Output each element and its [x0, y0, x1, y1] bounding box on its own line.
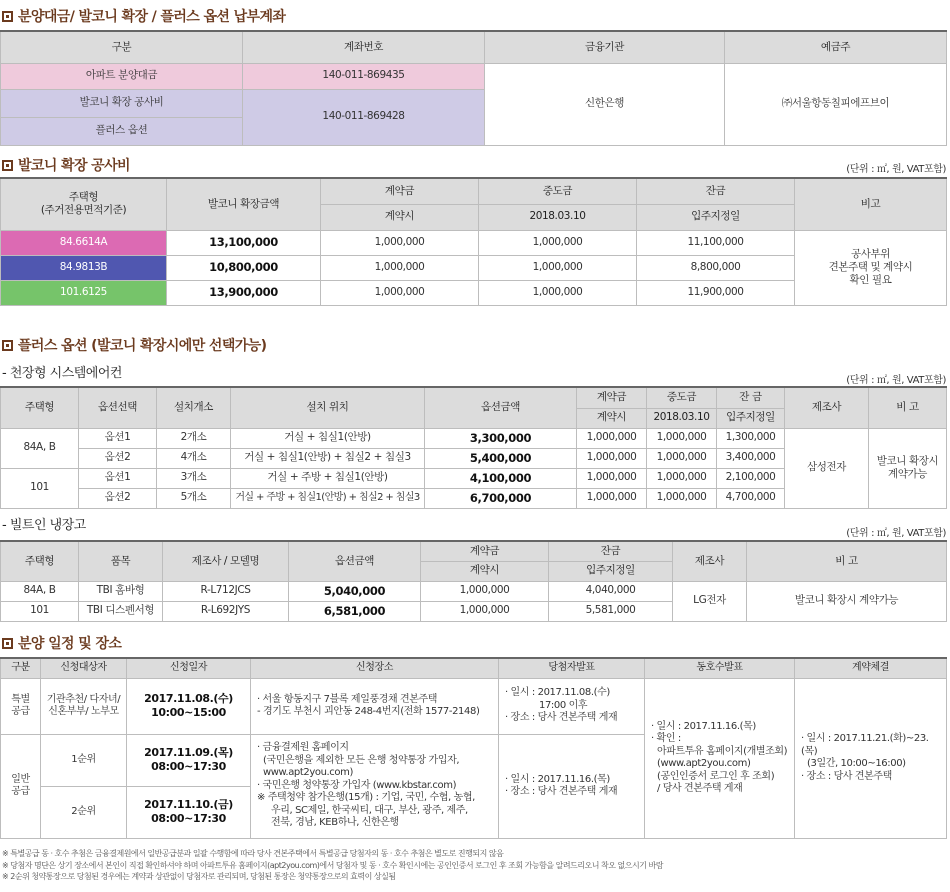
- schedule-table: [0, 657, 947, 839]
- place-line: 우리, SC제일, 한국씨티, 대구, 부산, 광주, 제주,: [271, 804, 468, 816]
- place-line: www.apt2you.com): [263, 767, 353, 779]
- rank2: 2순위: [41, 786, 127, 838]
- row-label: 아파트 분양대금: [1, 63, 243, 89]
- col-header: 계약금: [321, 178, 479, 204]
- announce-line: 17:00 이후: [539, 699, 588, 711]
- general-place: [251, 734, 499, 838]
- label-line: 공급: [11, 706, 30, 717]
- footnote: ※ 2순위 청약통장으로 당첨된 경우에는 계약과 상관없이 당첨자로 관리되며, 당첨된 통장은 청약통장으로의 효력이 상실됨: [2, 872, 396, 882]
- col-header: 잔 금: [717, 387, 785, 408]
- balance: 1,300,000: [717, 428, 785, 448]
- account-number: 140-011-869428: [243, 89, 485, 145]
- account-number: 140-011-869435: [243, 63, 485, 89]
- announce-line: / 당사 견본주택 게재: [657, 783, 743, 794]
- col-header: 비고: [795, 178, 947, 230]
- sub-header: 입주지정일: [549, 561, 673, 581]
- note-line: 계약가능: [888, 468, 927, 480]
- balance: 3,400,000: [717, 448, 785, 468]
- aircon-table: [0, 386, 947, 509]
- announce-line: 아파트투유 홈페이지(개별조회): [657, 745, 788, 757]
- col-header: 신청대상자: [41, 658, 127, 678]
- col-header: 계약금: [577, 387, 647, 408]
- amount: 13,100,000: [167, 230, 321, 255]
- option: 옵션2: [79, 448, 157, 468]
- count: 4개소: [157, 448, 231, 468]
- count: 3개소: [157, 468, 231, 488]
- subsection-fridge: - 빌트인 냉장고: [2, 518, 86, 533]
- col-header: 동호수발표: [645, 658, 795, 678]
- item: TBI 디스펜서형: [79, 601, 163, 621]
- middle-payment: 1,000,000: [647, 468, 717, 488]
- item: TBI 홈바형: [79, 581, 163, 601]
- sub-header: 계약시: [421, 561, 549, 581]
- sub-header: 2018.03.10: [479, 204, 637, 230]
- house-type: 101.6125: [1, 280, 167, 305]
- col-header: 주택형: [1, 541, 79, 581]
- price: 5,400,000: [425, 448, 577, 468]
- col-header: 구분: [1, 658, 41, 678]
- target-line: 신혼부부/ 노부모: [48, 706, 119, 717]
- col-header: 발코니 확장금액: [167, 178, 321, 230]
- col-header: 예금주: [725, 31, 947, 63]
- special-target: [41, 678, 127, 734]
- date-line: 08:00~17:30: [151, 760, 226, 773]
- fridge-table: [0, 540, 947, 622]
- place-line: · 국민은행 청약통장 가입자 (www.kbstar.com): [257, 779, 457, 791]
- place-line: (국민은행을 제외한 모든 은행 청약통장 가입자,: [263, 754, 460, 766]
- balance: 4,040,000: [549, 581, 673, 601]
- col-header: 계약체결: [795, 658, 947, 678]
- amount: 13,900,000: [167, 280, 321, 305]
- option: 옵션1: [79, 468, 157, 488]
- row-label: 발코니 확장 공사비: [1, 89, 243, 117]
- col-header: 계약금: [421, 541, 549, 561]
- col-header: 중도금: [647, 387, 717, 408]
- balance: 2,100,000: [717, 468, 785, 488]
- rank1: 1순위: [41, 734, 127, 786]
- date-line: 2017.11.09.(목): [144, 746, 233, 760]
- accounts-table: [0, 30, 947, 146]
- target-line: 기관추천/ 다자녀/: [46, 693, 121, 705]
- sub-header: 입주지정일: [717, 408, 785, 428]
- balcony-table: [0, 177, 947, 306]
- note-cell: 발코니 확장시 계약가능: [747, 581, 947, 621]
- house-type: 84.6614A: [1, 230, 167, 255]
- contract-line: (3일간, 10:00~16:00): [807, 758, 906, 769]
- middle-payment: 1,000,000: [647, 428, 717, 448]
- note-line: 발코니 확장시: [876, 454, 939, 467]
- announce-line: · 장소 : 당사 견본주택 게재: [505, 712, 618, 724]
- account-holder: ㈜서울항동칠피에프브이: [725, 63, 947, 145]
- price: 6,700,000: [425, 488, 577, 508]
- header-line: 주택형: [68, 191, 99, 204]
- note-cell: [869, 428, 947, 508]
- square-bullet-icon: [2, 638, 13, 649]
- date-line: 10:00~15:00: [151, 706, 226, 719]
- section-title-schedule: [2, 633, 121, 653]
- amount: 10,800,000: [167, 255, 321, 280]
- sub-header: 계약시: [577, 408, 647, 428]
- col-header: 제조사: [785, 387, 869, 428]
- position: 거실 + 주방 + 침실1(안방): [231, 468, 425, 488]
- note-line: 공사부위: [851, 247, 890, 260]
- maker: 삼성전자: [785, 428, 869, 508]
- price: 6,581,000: [289, 601, 421, 621]
- footnote: ※ 특별공급 동 · 호수 추첨은 금융결제원에서 일반공급분과 일괄 수행함에 따라 당사 견본주택에서 특별공급 당첨자의 동 · 호수 추첨은 별도로 진행되지 않음: [2, 849, 504, 858]
- date-line: 08:00~17:30: [151, 812, 226, 825]
- rank2-date: [127, 786, 251, 838]
- place-line: ※ 주택청약 참가은행(15개) : 기업, 국민, 수협, 농협,: [257, 792, 475, 804]
- col-header-type: [1, 178, 167, 230]
- col-header: 잔금: [549, 541, 673, 561]
- unit-label: (단위 : ㎡, 원, VAT포함): [846, 528, 946, 539]
- col-header: 중도금: [479, 178, 637, 204]
- balance: 8,800,000: [637, 255, 795, 280]
- special-supply-label: [1, 678, 41, 734]
- balance: 4,700,000: [717, 488, 785, 508]
- section-title-text: 플러스 옵션 (발코니 확장시에만 선택가능): [18, 338, 267, 354]
- deposit: 1,000,000: [577, 428, 647, 448]
- general-supply-label: [1, 734, 41, 838]
- bank-name: 신한은행: [485, 63, 725, 145]
- square-bullet-icon: [2, 340, 13, 351]
- col-header: 품목: [79, 541, 163, 581]
- sub-header: 2018.03.10: [647, 408, 717, 428]
- announce-line: · 확인 :: [651, 733, 681, 744]
- footnote: ※ 당첨자 명단은 상기 장소에서 본인이 직접 확인하셔야 하며 아파트투유 홈페이지(apt2you.com)에서 당첨자 및 동 · 호수 확인시에는 공인인증서 로그인 후 조회 가능함을 알려드리오니 착오 없으시기 바람: [2, 860, 663, 870]
- middle-payment: 1,000,000: [479, 230, 637, 255]
- position: 거실 + 침실1(안방) + 침실2 + 침실3: [231, 448, 425, 468]
- place-line: - 경기도 부천시 괴안동 248-4번지(전화 1577-2148): [257, 706, 480, 717]
- house-type: 101: [1, 468, 79, 508]
- header-line: (주거전용면적기준): [40, 204, 127, 217]
- section-title-text: 분양대금/ 발코니 확장 / 플러스 옵션 납부계좌: [18, 9, 286, 25]
- deposit: 1,000,000: [577, 448, 647, 468]
- position: 거실 + 주방 + 침실1(안방) + 침실2 + 침실3: [231, 488, 425, 508]
- deposit: 1,000,000: [321, 255, 479, 280]
- col-header: 구분: [1, 31, 243, 63]
- deposit: 1,000,000: [421, 601, 549, 621]
- label-line: 특별: [11, 693, 30, 705]
- contract-line: · 장소 : 당사 견본주택: [801, 770, 892, 782]
- note-line: 견본주택 및 계약시: [828, 260, 913, 273]
- model: R-L692JYS: [163, 601, 289, 621]
- announce-line: (www.apt2you.com): [657, 758, 751, 769]
- col-header: 제조사 / 모델명: [163, 541, 289, 581]
- maker: LG전자: [673, 581, 747, 621]
- deposit: 1,000,000: [321, 280, 479, 305]
- sub-header: 입주지정일: [637, 204, 795, 230]
- col-header: 비 고: [869, 387, 947, 428]
- model: R-L712JCS: [163, 581, 289, 601]
- price: 5,040,000: [289, 581, 421, 601]
- col-header: 설치 위치: [231, 387, 425, 428]
- balance: 5,581,000: [549, 601, 673, 621]
- house-type: 101: [1, 601, 79, 621]
- col-header: 금융기관: [485, 31, 725, 63]
- position: 거실 + 침실1(안방): [231, 428, 425, 448]
- announce-line: · 일시 : 2017.11.08.(수): [505, 687, 610, 699]
- contract-line: · 일시 : 2017.11.21.(화)~23.(목): [801, 733, 929, 757]
- contract: [795, 678, 947, 838]
- note-cell: [795, 230, 947, 305]
- option: 옵션1: [79, 428, 157, 448]
- balance: 11,100,000: [637, 230, 795, 255]
- deposit: 1,000,000: [577, 488, 647, 508]
- middle-payment: 1,000,000: [479, 280, 637, 305]
- house-type: 84A, B: [1, 428, 79, 468]
- section-title-plus-option: [2, 335, 266, 355]
- col-header: 제조사: [673, 541, 747, 581]
- announce-line: · 일시 : 2017.11.16.(목): [505, 773, 610, 785]
- col-header: 옵션선택: [79, 387, 157, 428]
- deposit: 1,000,000: [321, 230, 479, 255]
- middle-payment: 1,000,000: [647, 488, 717, 508]
- announce-line: (공인인증서 로그인 후 조회): [657, 770, 775, 782]
- square-bullet-icon: [2, 160, 13, 171]
- col-header: 옵션금액: [289, 541, 421, 581]
- square-bullet-icon: [2, 11, 13, 22]
- section-title-text: 분양 일정 및 장소: [18, 636, 122, 652]
- special-place: [251, 678, 499, 734]
- col-header: 잔금: [637, 178, 795, 204]
- footnotes: [2, 848, 946, 883]
- place-line: 전북, 경남, KEB하나, 신한은행: [271, 817, 399, 829]
- col-header: 당첨자발표: [499, 658, 645, 678]
- col-header: 신청장소: [251, 658, 499, 678]
- sub-header: 계약시: [321, 204, 479, 230]
- house-type: 84.9813B: [1, 255, 167, 280]
- price: 4,100,000: [425, 468, 577, 488]
- label-line: 공급: [11, 786, 30, 797]
- house-type: 84A, B: [1, 581, 79, 601]
- col-header: 비 고: [747, 541, 947, 581]
- label-line: 일반: [11, 773, 30, 785]
- balance: 11,900,000: [637, 280, 795, 305]
- rank1-date: [127, 734, 251, 786]
- general-announce: [499, 734, 645, 838]
- col-header: 주택형: [1, 387, 79, 428]
- special-announce: [499, 678, 645, 734]
- col-header: 설치개소: [157, 387, 231, 428]
- section-title-text: 발코니 확장 공사비: [18, 158, 130, 174]
- count: 5개소: [157, 488, 231, 508]
- middle-payment: 1,000,000: [647, 448, 717, 468]
- unit-label: (단위 : ㎡, 원, VAT포함): [846, 375, 946, 386]
- price: 3,300,000: [425, 428, 577, 448]
- option: 옵션2: [79, 488, 157, 508]
- row-label: 플러스 옵션: [1, 117, 243, 145]
- announce-line: · 장소 : 당사 견본주택 게재: [505, 786, 618, 797]
- col-header: 옵션금액: [425, 387, 577, 428]
- col-header: 계좌번호: [243, 31, 485, 63]
- deposit: 1,000,000: [577, 468, 647, 488]
- date-line: 2017.11.10.(금): [144, 798, 233, 812]
- place-line: · 서울 항동지구 7블록 제일풍경채 견본주택: [257, 693, 438, 705]
- count: 2개소: [157, 428, 231, 448]
- unit-announce: [645, 678, 795, 838]
- subsection-aircon: - 천장형 시스템에어컨: [2, 366, 122, 381]
- note-line: 확인 필요: [849, 274, 892, 287]
- middle-payment: 1,000,000: [479, 255, 637, 280]
- place-line: · 금융결제원 홈페이지: [257, 742, 349, 754]
- special-date: [127, 678, 251, 734]
- date-line: 2017.11.08.(수): [144, 692, 233, 706]
- col-header: 신청일자: [127, 658, 251, 678]
- announce-line: · 일시 : 2017.11.16.(목): [651, 720, 756, 732]
- unit-label: (단위 : ㎡, 원, VAT포함): [846, 164, 946, 175]
- section-title-accounts: [2, 6, 285, 26]
- deposit: 1,000,000: [421, 581, 549, 601]
- section-title-balcony: [2, 155, 130, 175]
